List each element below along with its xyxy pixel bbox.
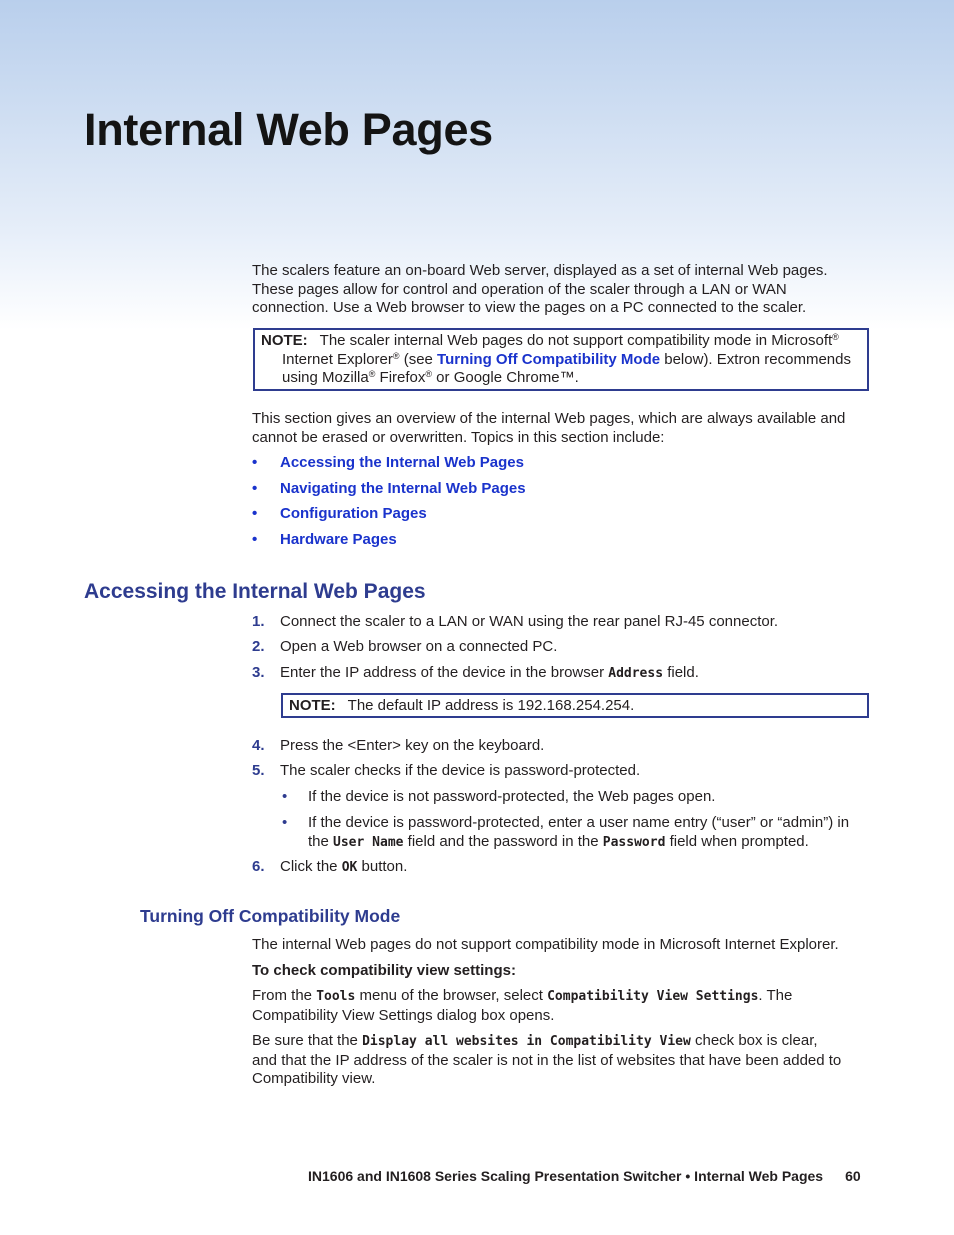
compat-line [252, 987, 862, 1007]
step-text [280, 858, 407, 878]
compat-text-part: From the [252, 987, 317, 1004]
topic-link-hardware[interactable]: Hardware Pages [280, 531, 397, 548]
compatibility-mode-link[interactable]: Turning Off Compatibility Mode [437, 350, 661, 368]
bullet-icon: • [252, 531, 258, 548]
ok-button-name: OK [341, 860, 358, 875]
sub-text-part: field and the password in the [403, 832, 603, 850]
step-text-part: field. [663, 664, 699, 681]
note-label: NOTE: [261, 332, 308, 349]
overview-line: This section gives an overview of the internal Web pages, which are always available and [252, 410, 846, 427]
registered-mark: ® [425, 369, 433, 379]
bullet-icon: • [282, 788, 288, 805]
compat-subhead: To check compatibility view settings: [252, 962, 516, 979]
note-text: Internet Explorer [282, 350, 393, 368]
tools-menu-name: Tools [316, 989, 356, 1004]
step-text: Connect the scaler to a LAN or WAN using the rear panel RJ-45 connector. [280, 613, 779, 630]
step-number: 6. [252, 858, 265, 875]
compat-line [252, 1032, 862, 1052]
intro-line: The scalers feature an on-board Web server, displayed as a set of internal Web pages. [252, 262, 828, 279]
registered-mark: ® [368, 369, 376, 379]
sub-text-part: the [308, 832, 334, 850]
intro-line: connection. Use a Web browser to view the pages on a PC connected to the scaler. [252, 299, 807, 316]
page-number: 60 [845, 1168, 861, 1184]
step-text-part: Click the [280, 858, 342, 875]
compat-text-part: Be sure that the [252, 1032, 363, 1049]
registered-mark: ® [392, 350, 400, 361]
note-text: below). Extron recommends [660, 350, 851, 368]
password-field-name: Password [602, 834, 666, 850]
bullet-icon: • [252, 505, 258, 522]
intro-line: These pages allow for control and operation of the scaler through a LAN or WAN [252, 280, 787, 298]
step-number: 3. [252, 664, 265, 681]
compat-text-part: check box is clear, [690, 1032, 818, 1049]
sub-bullet-line [308, 833, 868, 853]
section-heading-accessing: Accessing the Internal Web Pages [84, 580, 426, 603]
step-text-part: button. [357, 858, 408, 875]
overview-paragraph [252, 410, 862, 447]
step-number: 5. [252, 762, 265, 779]
step-number: 4. [252, 737, 265, 754]
compat-intro: The internal Web pages do not support compatibility mode in Microsoft Internet Explorer. [252, 936, 839, 953]
step-number: 2. [252, 638, 265, 655]
sub-bullet-line: If the device is password-protected, enter a user name entry (“user” or “admin”) in [308, 814, 850, 831]
bullet-icon: • [252, 454, 258, 471]
step-text: Press the <Enter> key on the keyboard. [280, 737, 545, 754]
step-number: 1. [252, 613, 265, 630]
section-heading-compatibility: Turning Off Compatibility Mode [140, 906, 401, 926]
compat-paragraph-2 [252, 1032, 862, 1089]
registered-mark: ® [832, 332, 839, 342]
step-text: Open a Web browser on a connected PC. [280, 638, 558, 655]
sub-text-part: field when prompted. [665, 832, 809, 850]
overview-line: cannot be erased or overwritten. Topics in this section include: [252, 428, 665, 446]
display-all-checkbox-name: Display all websites in Compatibility View [362, 1034, 691, 1049]
note-text: (see [399, 350, 438, 368]
note-text: The scaler internal Web pages do not support compatibility mode in Microsoft [319, 332, 833, 349]
footer-text: IN1606 and IN1608 Series Scaling Presentation Switcher • Internal Web Pages [308, 1168, 824, 1184]
bullet-icon: • [282, 814, 288, 831]
address-field-name: Address [608, 666, 664, 681]
page-title: Internal Web Pages [84, 104, 493, 155]
topic-link-configuration[interactable]: Configuration Pages [280, 505, 427, 522]
note-text: Firefox [375, 369, 426, 386]
user-name-field-name: User Name [333, 834, 404, 850]
note-box-ip [281, 693, 869, 718]
compat-line: Compatibility View Settings dialog box opens. [252, 1006, 555, 1024]
compat-text-part: menu of the browser, select [355, 987, 548, 1004]
step-text-part: Enter the IP address of the device in the browser [280, 664, 609, 681]
compat-line: Compatibility view. [252, 1070, 376, 1087]
note-line [261, 369, 861, 388]
step-text [280, 664, 699, 684]
note-text: The default IP address is 192.168.254.254. [347, 697, 635, 714]
bullet-icon: • [252, 480, 258, 497]
page-footer [308, 1167, 866, 1186]
note-text: or Google Chrome™. [432, 369, 579, 386]
note-text: using Mozilla [282, 369, 369, 386]
compat-view-settings-name: Compatibility View Settings [547, 989, 759, 1004]
note-label: NOTE: [289, 697, 336, 714]
compat-line: and that the IP address of the scaler is not in the list of websites that have been added to [252, 1051, 842, 1069]
note-box [253, 328, 869, 391]
compat-text-part: . The [758, 987, 793, 1004]
intro-paragraph [252, 262, 852, 318]
sub-bullet-text [308, 814, 868, 852]
topic-link-navigating[interactable]: Navigating the Internal Web Pages [280, 480, 526, 497]
step-text: The scaler checks if the device is password-protected. [280, 762, 641, 779]
note-line [261, 332, 861, 351]
sub-bullet-text: If the device is not password-protected, the Web pages open. [308, 788, 716, 805]
compat-paragraph-1 [252, 987, 862, 1025]
topic-link-accessing[interactable]: Accessing the Internal Web Pages [280, 454, 524, 471]
note-line [261, 351, 861, 370]
